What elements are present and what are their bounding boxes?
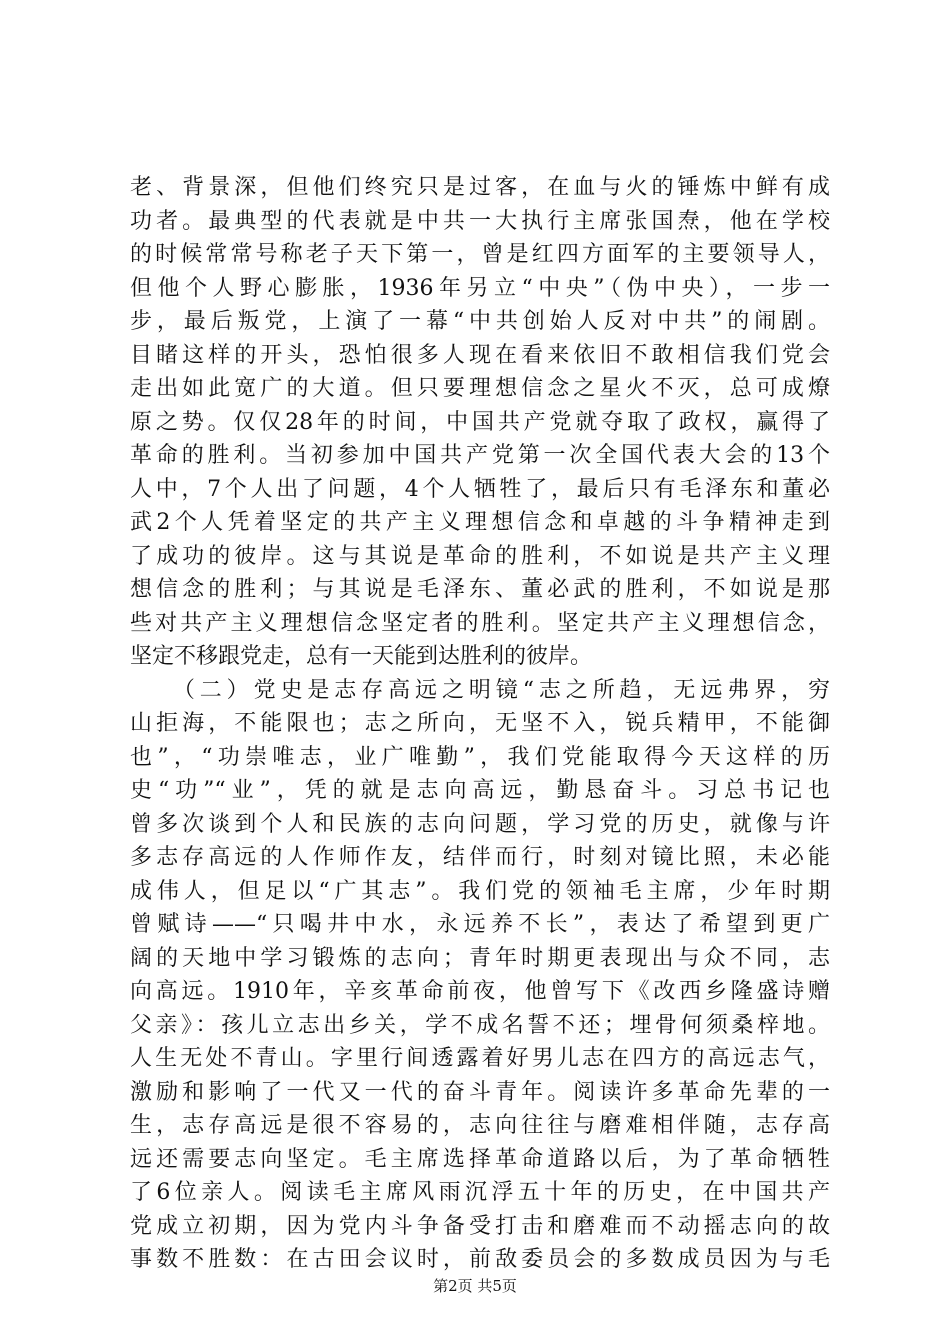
text-line: 些对共产主义理想信念坚定者的胜利。坚定共产主义理想信念， <box>130 610 830 636</box>
text-line: 曾赋诗——“只喝井中水，永远养不长”，表达了希望到更广 <box>130 912 830 937</box>
text-line: 激励和影响了一代又一代的奋斗青年。阅读许多革命先辈的一 <box>130 1079 830 1105</box>
text-line: 阔的天地中学习锻炼的志向；青年时期更表现出与众不同，志 <box>130 945 830 971</box>
text-line: 走出如此宽广的大道。但只要理想信念之星火不灭，总可成燎 <box>130 376 830 401</box>
text-line: 但他个人野心膨胀，1936年另立“中央”（伪中央），一步一 <box>130 275 830 301</box>
text-line: 向高远。1910年，辛亥革命前夜，他曾写下《改西乡隆盛诗赠 <box>130 979 830 1004</box>
text-line: 父亲》：孩儿立志出乡关，学不成名誓不还；埋骨何须桑梓地。 <box>130 1012 830 1038</box>
text-line: 山拒海，不能限也；志之所向，无坚不入，锐兵精甲，不能御 <box>130 711 830 736</box>
text-line: 目睹这样的开头，恐怕很多人现在看来依旧不敢相信我们党会 <box>130 342 830 368</box>
text-line: 老、背景深，但他们终究只是过客，在血与火的锤炼中鲜有成 <box>130 175 830 200</box>
text-line: 了成功的彼岸。这与其说是革命的胜利，不如说是共产主义理 <box>130 543 830 569</box>
text-line: 党成立初期，因为党内斗争备受打击和磨难而不动摇志向的故 <box>130 1213 830 1239</box>
text-line: 成伟人，但足以“广其志”。我们党的领袖毛主席，少年时期 <box>130 878 830 904</box>
page-number-footer: 第2页 共5页 <box>433 1277 517 1295</box>
text-line: 想信念的胜利；与其说是毛泽东、董必武的胜利，不如说是那 <box>130 577 830 602</box>
text-line: 功者。最典型的代表就是中共一大执行主席张国焘，他在学校 <box>130 208 830 234</box>
text-line: 了6位亲人。阅读毛主席风雨沉浮五十年的历史，在中国共产 <box>130 1180 830 1205</box>
text-line: 武2个人凭着坚定的共产主义理想信念和卓越的斗争精神走到 <box>130 510 830 535</box>
text-line: 人生无处不青山。字里行间透露着好男儿志在四方的高远志气， <box>130 1046 830 1071</box>
text-line: 史“功”“业”，凭的就是志向高远，勤恳奋斗。习总书记也 <box>130 778 830 803</box>
text-line: 事数不胜数：在古田会议时，前敌委员会的多数成员因为与毛 <box>130 1247 830 1272</box>
text-line: 革命的胜利。当初参加中国共产党第一次全国代表大会的13个 <box>130 443 830 468</box>
text-line: （二）党史是志存高远之明镜“志之所趋，无远弗界，穷 <box>130 677 830 703</box>
text-line: 人中，7个人出了问题，4个人牺牲了，最后只有毛泽东和董必 <box>130 476 830 502</box>
body-text <box>130 171 830 1277</box>
text-line: 远还需要志向坚定。毛主席选择革命道路以后，为了革命牺牲 <box>130 1146 830 1172</box>
text-line: 步，最后叛党，上演了一幕“中共创始人反对中共”的闹剧。 <box>130 309 830 334</box>
text-line: 生，志存高远是很不容易的，志向往往与磨难相伴随，志存高 <box>130 1113 830 1138</box>
text-line: 坚定不移跟党走，总有一天能到达胜利的彼岸。 <box>130 644 593 669</box>
text-line: 也”，“功崇唯志，业广唯勤”，我们党能取得今天这样的历 <box>130 744 830 770</box>
text-line: 的时候常常号称老子天下第一，曾是红四方面军的主要领导人， <box>130 242 830 267</box>
text-line: 曾多次谈到个人和民族的志向问题，学习党的历史，就像与许 <box>130 811 830 837</box>
text-line: 多志存高远的人作师作友，结伴而行，时刻对镜比照，未必能 <box>130 845 830 870</box>
text-line: 原之势。仅仅28年的时间，中国共产党就夺取了政权，赢得了 <box>130 409 830 435</box>
